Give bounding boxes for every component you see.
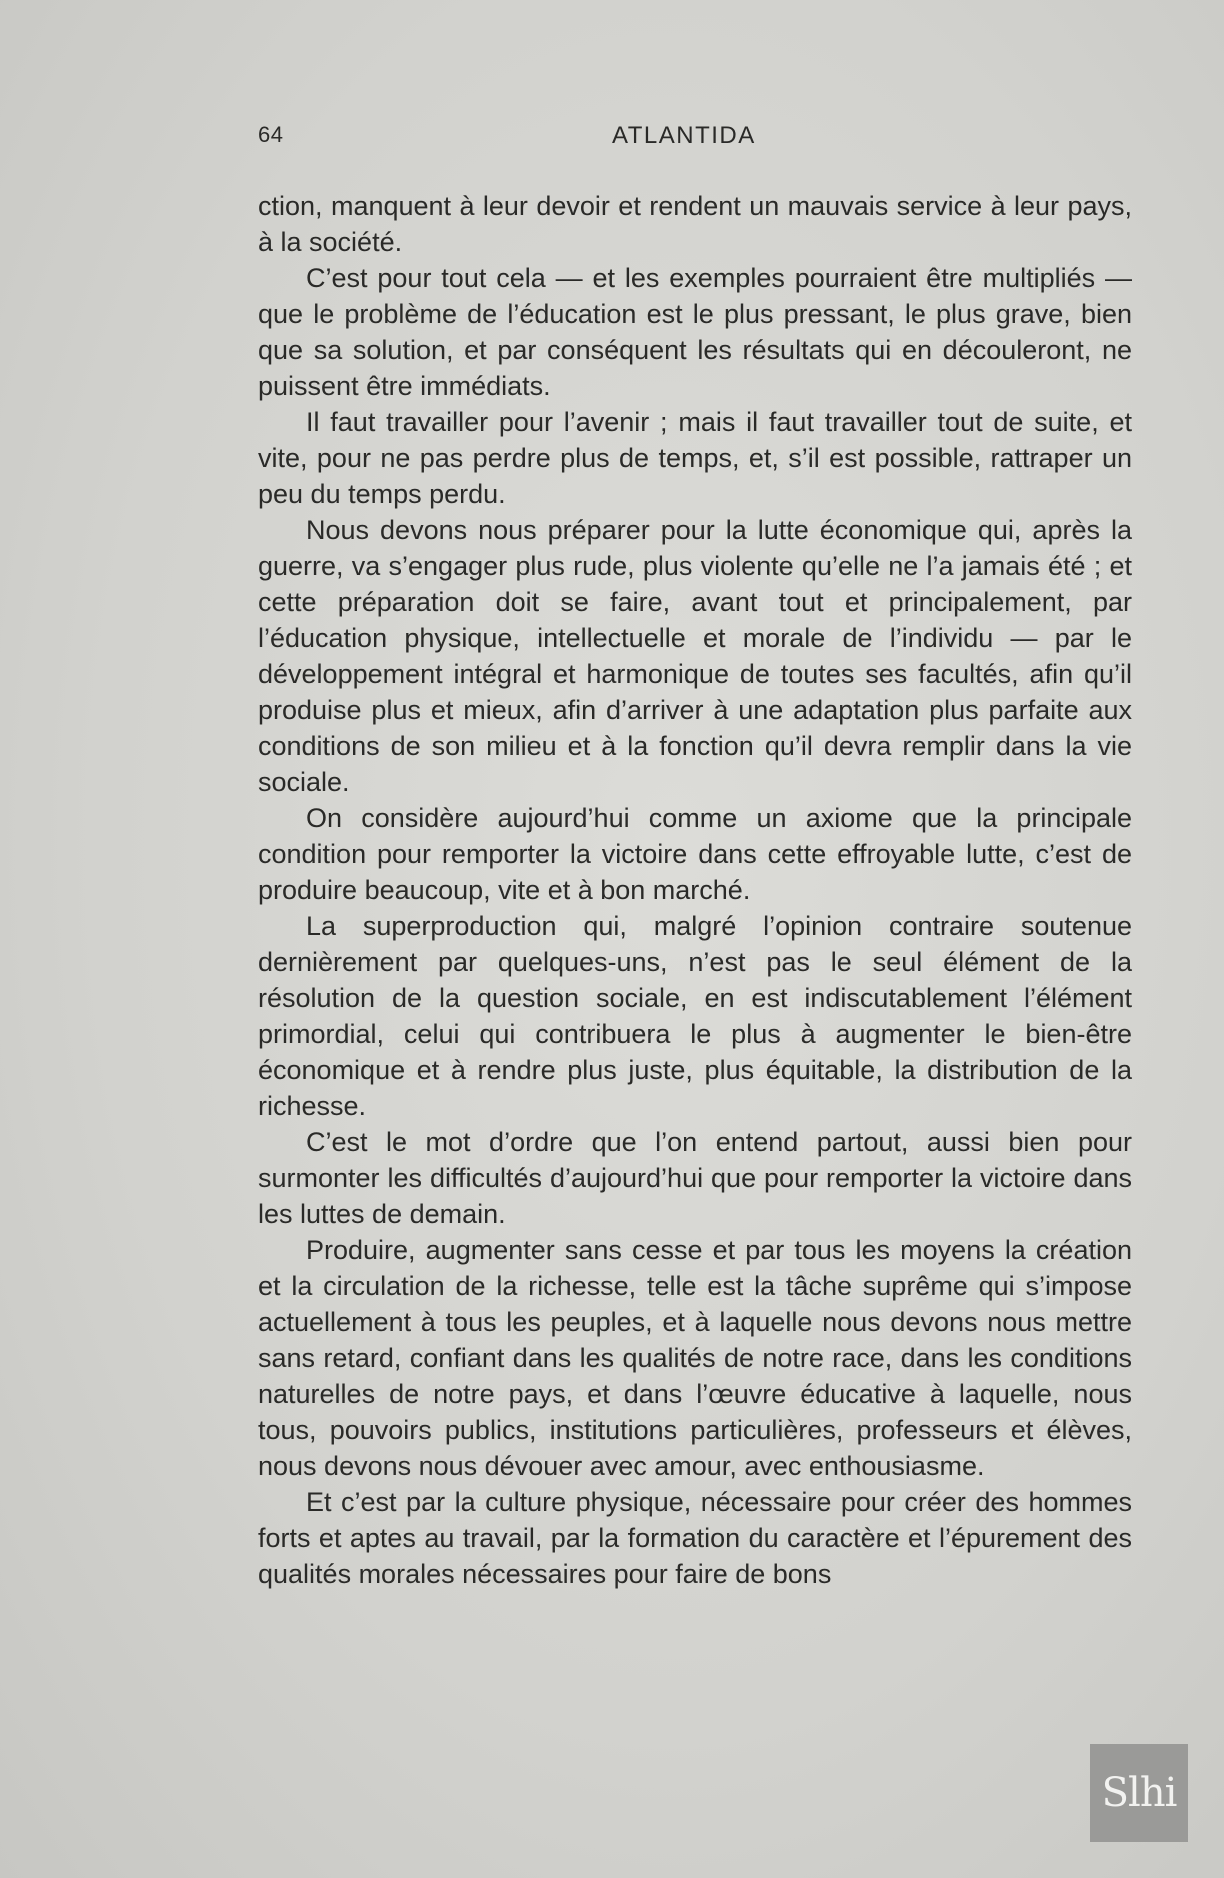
paragraph: La superproduction qui, malgré l’opinion contraire soutenue dernièrement par quelques-uns, n’est pas le seul élément de la résolution de la question sociale, en est indiscutablement l’élément primordial, celui qui contribuera le plus à augmenter le bien-être économique et à rendre plus juste, plus équitable, la distribution de la richesse. bbox=[258, 911, 1132, 1121]
running-title: ATLANTIDA bbox=[612, 122, 756, 149]
page-number: 64 bbox=[258, 122, 284, 147]
paragraph: Il faut travailler pour l’avenir ; mais il faut travailler tout de suite, et vite, pour ne pas perdre plus de temps, et, s’il est possible, rattraper un peu du temps perdu. bbox=[258, 407, 1132, 509]
paragraph: C’est le mot d’ordre que l’on entend partout, aussi bien pour surmonter les difficultés d’aujourd’hui que pour remporter la victoire dans les luttes de demain. bbox=[258, 1127, 1132, 1229]
paragraph: Produire, augmenter sans cesse et par tous les moyens la création et la circulation de la richesse, telle est la tâche suprême qui s’impose actuellement à tous les peuples, et à laquelle nous devons nous mettre sans retard, confiant dans les qualités de notre race, dans les conditions naturelles de notre pays, et dans l’œuvre éducative à laquelle, nous tous, pouvoirs publics, institutions particulières, professeurs et élèves, nous devons nous dévouer avec amour, avec enthousiasme. bbox=[258, 1235, 1132, 1481]
library-logo-watermark: Slhi bbox=[1090, 1744, 1188, 1842]
paragraph: C’est pour tout cela — et les exemples pourraient être multipliés — que le problème de l’éducation est le plus pressant, le plus grave, bien que sa solution, et par conséquent les résultats qui en découleront, ne puissent être immédiats. bbox=[258, 263, 1132, 401]
paragraph: ction, manquent à leur devoir et rendent un mauvais service à leur pays, à la société. bbox=[258, 191, 1132, 257]
paragraph: Nous devons nous préparer pour la lutte économique qui, après la guerre, va s’engager plus rude, plus violente qu’elle ne l’a jamais été ; et cette préparation doit se faire, avant tout et principalement, par l’éducation physique, intellectuelle et morale de l’individu — par le développement intégral et harmonique de toutes ses facultés, afin qu’il produise plus et mieux, afin d’arriver à une adaptation plus parfaite aux conditions de son milieu et à la fonction qu’il devra remplir dans la vie sociale. bbox=[258, 515, 1132, 797]
body-text bbox=[258, 188, 1132, 1592]
page-header bbox=[258, 122, 1132, 158]
paragraph: On considère aujourd’hui comme un axiome que la principale condition pour remporter la victoire dans cette effroyable lutte, c’est de produire beaucoup, vite et à bon marché. bbox=[258, 803, 1132, 905]
paragraph: Et c’est par la culture physique, nécessaire pour créer des hommes forts et aptes au travail, par la formation du caractère et l’épurement des qualités morales nécessaires pour faire de bons bbox=[258, 1487, 1132, 1589]
